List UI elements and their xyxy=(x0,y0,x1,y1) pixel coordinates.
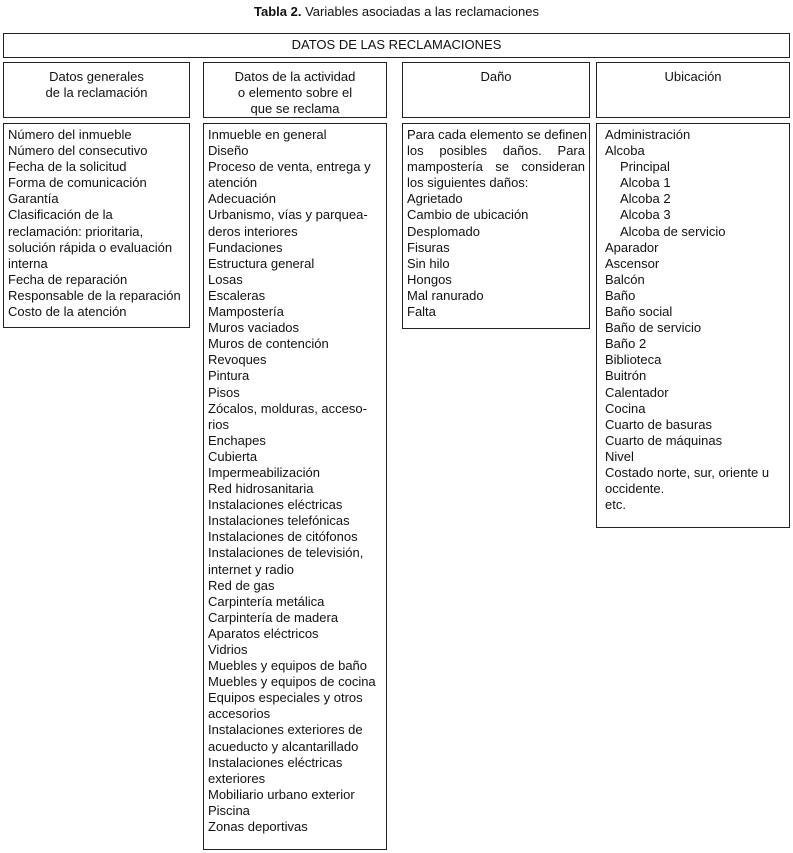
list-item: Pisos xyxy=(208,384,240,400)
list-item: Carpintería metálica xyxy=(208,593,325,609)
list-item: Escaleras xyxy=(208,287,266,303)
list-item: Revoques xyxy=(208,352,267,368)
list-item: Mampostería xyxy=(208,304,284,320)
list-item: etc. xyxy=(605,497,626,513)
list-item: Biblioteca xyxy=(605,352,662,368)
list-item: Enchapes xyxy=(208,432,266,448)
list-item: Responsable de la reparación xyxy=(8,287,181,303)
column-heading-damage xyxy=(402,62,590,118)
list-item: Alcoba xyxy=(605,143,645,159)
heading-line: Ubicación xyxy=(664,69,722,84)
list-item: Alcoba 1 xyxy=(620,175,671,191)
caption-text: Variables asociadas a las reclamaciones xyxy=(301,4,539,19)
list-item: Red hidrosanitaria xyxy=(208,481,314,497)
list-item: exteriores xyxy=(208,770,266,786)
column-heading-activity xyxy=(203,62,387,118)
list-item: Alcoba 3 xyxy=(620,207,671,223)
list-item: atención xyxy=(208,175,258,191)
list-item: Cuarto de basuras xyxy=(605,416,712,432)
list-item: Desplomado xyxy=(407,223,480,239)
list-item: Cuarto de máquinas xyxy=(605,432,723,448)
list-item: Muebles y equipos de baño xyxy=(208,658,368,674)
list-item: Cocina xyxy=(605,400,646,416)
list-item: Instalaciones telefónicas xyxy=(208,513,350,529)
caption-label: Tabla 2. xyxy=(254,4,302,19)
list-item: Losas xyxy=(208,271,243,287)
list-item: Número del consecutivo xyxy=(8,143,148,159)
heading-line: Datos de la actividad xyxy=(234,69,356,84)
list-item: Red de gas xyxy=(208,577,275,593)
list-item: Sin hilo xyxy=(407,255,450,271)
list-item: Urbanismo, vías y parquea- xyxy=(208,207,368,223)
list-item: Diseño xyxy=(208,143,249,159)
list-item: Aparatos eléctricos xyxy=(208,625,319,641)
list-item: Falta xyxy=(407,304,436,320)
list-item: Fecha de reparación xyxy=(8,271,128,287)
list-item: Instalaciones eléctricas xyxy=(208,754,343,770)
column-heading-general xyxy=(3,62,190,118)
text-line: Para cada elemento se definen xyxy=(407,127,587,142)
list-item: Aparador xyxy=(605,239,659,255)
text-line: los posibles daños. Para xyxy=(407,143,585,159)
heading-line: o elemento sobre el xyxy=(237,85,353,100)
list-item: Impermeabilización xyxy=(208,464,320,480)
table-header: DATOS DE LAS RECLAMACIONES xyxy=(3,33,790,58)
list-item: rios xyxy=(208,416,229,432)
table-caption xyxy=(0,4,793,19)
list-item: Muros de contención xyxy=(208,336,329,352)
column-heading-location xyxy=(596,62,790,118)
list-item: accesorios xyxy=(208,706,271,722)
list-item: Instalaciones exteriores de xyxy=(208,722,363,738)
list-item: Baño 2 xyxy=(605,336,647,352)
list-item: Fisuras xyxy=(407,239,450,255)
list-item: Fundaciones xyxy=(208,239,283,255)
list-item: Fecha de la solicitud xyxy=(8,159,127,175)
list-item: Zonas deportivas xyxy=(208,819,308,835)
list-item: Zócalos, molduras, acceso- xyxy=(208,400,367,416)
list-item: Balcón xyxy=(605,271,645,287)
column-body-general xyxy=(3,123,190,328)
list-item: Instalaciones eléctricas xyxy=(208,497,343,513)
list-item: Estructura general xyxy=(208,255,315,271)
list-item: acueducto y alcantarillado xyxy=(208,738,359,754)
list-item: Agrietado xyxy=(407,191,463,207)
list-item: Costado norte, sur, oriente u xyxy=(605,464,770,480)
list-item: Alcoba 2 xyxy=(620,191,671,207)
list-item: Número del inmueble xyxy=(8,127,132,142)
list-item: Muebles y equipos de cocina xyxy=(208,674,376,690)
list-item: Inmueble en general xyxy=(208,127,327,142)
list-item: Proceso de venta, entrega y xyxy=(208,159,371,175)
list-item: Hongos xyxy=(407,271,452,287)
list-item: interna xyxy=(8,255,48,271)
column-body-damage xyxy=(402,123,590,329)
column-body-activity xyxy=(203,123,387,850)
list-item: Equipos especiales y otros xyxy=(208,690,363,706)
list-item: Administración xyxy=(605,127,691,142)
list-item: Forma de comunicación xyxy=(8,175,147,191)
text-line: mampostería se consideran xyxy=(407,159,585,175)
list-item: reclamación: prioritaria, xyxy=(8,223,144,239)
list-item: Instalaciones de televisión, xyxy=(208,545,364,561)
list-item: Alcoba de servicio xyxy=(620,223,726,239)
heading-line: Datos generales xyxy=(49,69,144,84)
list-item: Ascensor xyxy=(605,255,660,271)
list-item: solución rápida o evaluación xyxy=(8,239,173,255)
list-item: Costo de la atención xyxy=(8,304,127,320)
list-item: los siguientes daños: xyxy=(407,175,529,191)
list-item: Adecuación xyxy=(208,191,276,207)
list-item: Principal xyxy=(620,159,670,175)
list-item: Vidrios xyxy=(208,642,248,657)
list-item: Instalaciones de citófonos xyxy=(208,529,358,545)
column-body-location xyxy=(596,123,790,528)
list-item: internet y radio xyxy=(208,561,294,577)
list-item: Piscina xyxy=(208,802,250,818)
list-item: Mobiliario urbano exterior xyxy=(208,786,355,802)
list-item: Mal ranurado xyxy=(407,287,484,303)
list-item: Carpintería de madera xyxy=(208,609,339,625)
heading-line: que se reclama xyxy=(250,101,340,116)
list-item: occidente. xyxy=(605,481,665,497)
list-item: Baño social xyxy=(605,304,673,320)
list-item: Pintura xyxy=(208,368,250,384)
list-item: deros interiores xyxy=(208,223,298,239)
list-item: Garantía xyxy=(8,191,59,207)
list-item: Cubierta xyxy=(208,448,258,464)
list-item: Cambio de ubicación xyxy=(407,207,529,223)
heading-line: Daño xyxy=(480,69,512,84)
heading-line: de la reclamación xyxy=(45,85,148,100)
list-item: Clasificación de la xyxy=(8,207,113,223)
list-item: Nivel xyxy=(605,448,634,464)
list-item: Buitrón xyxy=(605,368,647,384)
list-item: Baño xyxy=(605,287,636,303)
list-item: Baño de servicio xyxy=(605,320,702,336)
list-item: Calentador xyxy=(605,384,669,400)
list-item: Muros vaciados xyxy=(208,320,300,336)
